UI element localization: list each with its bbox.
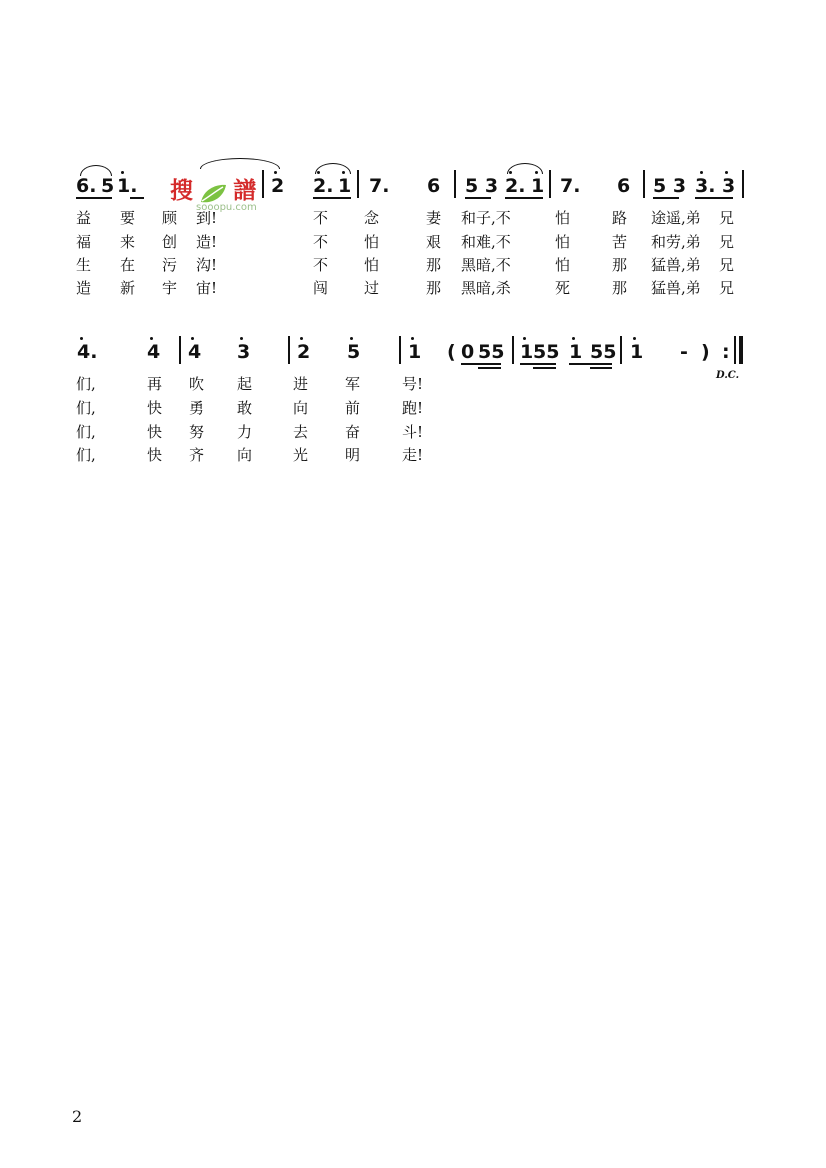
octave-dot: [523, 337, 526, 340]
lyric: 怕: [364, 256, 380, 274]
note: 2.: [313, 175, 334, 197]
beam: [505, 197, 543, 199]
logo-char-2: 譜: [233, 178, 257, 204]
note: :: [722, 341, 730, 363]
note: 7.: [369, 175, 390, 197]
octave-dot: [633, 337, 636, 340]
bar-line: [399, 336, 401, 364]
lyric: 努: [189, 423, 205, 441]
lyric: 闯: [313, 279, 329, 297]
lyric: 兄: [719, 256, 735, 274]
note: 1: [520, 341, 534, 363]
octave-dot: [150, 337, 153, 340]
note: 4: [188, 341, 202, 363]
bar-line: [179, 336, 181, 364]
end-bar-line-thick: [739, 336, 743, 364]
bar-line: [288, 336, 290, 364]
octave-dot: [240, 337, 243, 340]
logo-char-1: 搜: [170, 178, 193, 204]
logo-url: sooopu.com: [196, 202, 257, 213]
octave-dot: [121, 171, 124, 174]
bar-line: [643, 170, 645, 198]
lyric: 和劳,弟: [651, 233, 701, 251]
site-logo: [170, 172, 256, 206]
lyric: 力: [237, 423, 253, 441]
beam: [569, 363, 612, 365]
lyric: 怕: [364, 233, 380, 251]
lyric: 们,: [76, 423, 96, 441]
lyric: 新: [120, 279, 136, 297]
lyric: 起: [237, 375, 253, 393]
note: 2: [271, 175, 285, 197]
lyric: 顾: [162, 209, 178, 227]
note: 55: [478, 341, 505, 363]
slur: [80, 165, 112, 176]
lyric: 宙!: [196, 279, 218, 297]
lyric: 那: [426, 279, 442, 297]
note: 5 3: [653, 175, 687, 197]
beam: [533, 367, 556, 369]
lyric: 跑!: [402, 399, 424, 417]
slur: [315, 163, 351, 174]
beam: [695, 197, 733, 199]
bar-line: [454, 170, 456, 198]
lyric: 快: [147, 399, 163, 417]
bar-line: [620, 336, 622, 364]
lyric: 造!: [196, 233, 218, 251]
lyric: 进: [293, 375, 309, 393]
lyric: 去: [293, 423, 309, 441]
lyric: 到!: [196, 209, 218, 227]
lyric: 快: [147, 423, 163, 441]
lyric: 快: [147, 446, 163, 464]
octave-dot: [80, 337, 83, 340]
octave-dot: [191, 337, 194, 340]
lyric: 不: [313, 233, 329, 251]
lyric: 不: [313, 209, 329, 227]
note: 4: [147, 341, 161, 363]
lyric: 死: [555, 279, 571, 297]
lyric: 宇: [162, 279, 178, 297]
lyric: 苦: [612, 233, 628, 251]
note: 0: [461, 341, 475, 363]
lyric: 光: [293, 446, 309, 464]
lyric: 那: [612, 256, 628, 274]
lyric: 在: [120, 256, 136, 274]
note: -: [680, 341, 688, 363]
lyric: 军: [345, 375, 361, 393]
lyric: 向: [237, 446, 253, 464]
lyric: 污: [162, 256, 178, 274]
octave-dot: [411, 337, 414, 340]
beam: [465, 197, 491, 199]
end-bar-line: [734, 336, 736, 364]
note: 6: [617, 175, 631, 197]
note: 3.: [695, 175, 716, 197]
lyric: 黑暗,杀: [461, 279, 511, 297]
note: 5: [347, 341, 361, 363]
lyric: 们,: [76, 446, 96, 464]
octave-dot: [300, 337, 303, 340]
lyric: 福: [76, 233, 92, 251]
lyric: 向: [293, 399, 309, 417]
beam: [653, 197, 679, 199]
note: (: [447, 341, 456, 363]
lyric: 和难,不: [461, 233, 511, 251]
lyric: 妻: [426, 209, 442, 227]
note: 1.: [117, 175, 138, 197]
note: 3: [722, 175, 736, 197]
lyric: 走!: [402, 446, 424, 464]
lyric: 艰: [426, 233, 442, 251]
lyric: 怕: [555, 256, 571, 274]
lyric: 路: [612, 209, 628, 227]
octave-dot: [572, 337, 575, 340]
note: 2.: [505, 175, 526, 197]
beam: [590, 367, 612, 369]
lyric: 黑暗,不: [461, 256, 511, 274]
lyric: 们,: [76, 399, 96, 417]
note: 1: [531, 175, 545, 197]
lyric: 不: [313, 256, 329, 274]
note: 3: [237, 341, 251, 363]
beam: [461, 363, 501, 365]
beam: [520, 363, 556, 365]
lyric: 吹: [189, 375, 205, 393]
beam: [76, 197, 112, 199]
note: 6: [427, 175, 441, 197]
lyric: 猛兽,弟: [651, 256, 701, 274]
bar-line: [262, 170, 264, 198]
lyric: 沟!: [196, 256, 218, 274]
note: 6.: [76, 175, 97, 197]
note: 55: [590, 341, 617, 363]
lyric: 造: [76, 279, 92, 297]
dc-marking: D.C.: [716, 370, 740, 381]
lyric: 创: [162, 233, 178, 251]
lyric: 齐: [189, 446, 205, 464]
note: 1: [408, 341, 422, 363]
lyric: 生: [76, 256, 92, 274]
bar-line: [549, 170, 551, 198]
slur: [200, 158, 280, 169]
note: 55: [533, 341, 560, 363]
lyric: 和子,不: [461, 209, 511, 227]
note: 5: [101, 175, 115, 197]
note: 2: [297, 341, 311, 363]
lyric: 要: [120, 209, 136, 227]
note: 4.: [77, 341, 98, 363]
octave-dot: [274, 171, 277, 174]
lyric: 奋: [345, 423, 361, 441]
lyric: 兄: [719, 233, 735, 251]
lyric: 兄: [719, 279, 735, 297]
lyric: 兄: [719, 209, 735, 227]
octave-dot: [350, 337, 353, 340]
beam: [478, 367, 501, 369]
note: 1: [569, 341, 583, 363]
lyric: 途遥,弟: [651, 209, 701, 227]
lyric: 来: [120, 233, 136, 251]
lyric: 怕: [555, 209, 571, 227]
bar-line: [357, 170, 359, 198]
note: 1: [338, 175, 352, 197]
lyric: 那: [612, 279, 628, 297]
lyric: 号!: [402, 375, 424, 393]
bar-line: [742, 170, 744, 198]
note: 7.: [560, 175, 581, 197]
lyric: 再: [147, 375, 163, 393]
page-number: 2: [72, 1107, 83, 1126]
slur: [507, 163, 543, 174]
lyric: 过: [364, 279, 380, 297]
lyric: 怕: [555, 233, 571, 251]
lyric: 们,: [76, 375, 96, 393]
lyric: 益: [76, 209, 92, 227]
lyric: 敢: [237, 399, 253, 417]
octave-dot: [725, 171, 728, 174]
beam: [313, 197, 351, 199]
lyric: 猛兽,弟: [651, 279, 701, 297]
lyric: 念: [364, 209, 380, 227]
bar-line: [512, 336, 514, 364]
lyric: 那: [426, 256, 442, 274]
lyric: 斗!: [402, 423, 424, 441]
lyric: 前: [345, 399, 361, 417]
octave-dot: [700, 171, 703, 174]
note: 1: [630, 341, 644, 363]
beam: [130, 197, 144, 199]
lyric: 勇: [189, 399, 205, 417]
lyric: 明: [345, 446, 361, 464]
note: ): [701, 341, 710, 363]
note: 5 3: [465, 175, 499, 197]
